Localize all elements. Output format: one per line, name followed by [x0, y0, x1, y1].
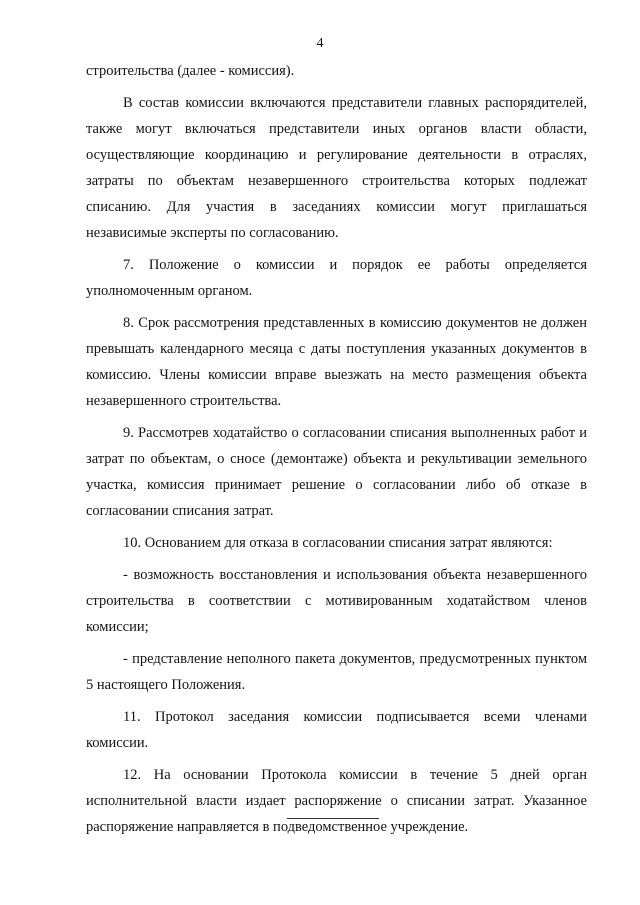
end-of-document-rule — [287, 818, 379, 819]
paragraph-item-12: 12. На основании Протокола комиссии в течение 5 дней орган исполнительной власти издает распоряжение о списании затрат. Указанное распоряжение направляется в подведомственное учреждение. — [86, 767, 587, 835]
paragraph-item-9: 9. Рассмотрев ходатайство о согласовании списания выполненных работ и затрат по объектам, о сносе (демонтаже) объекта и рекультивации земельного участка, комиссия принимает решение о согласовании либо об отказе в согласовании списания затрат. — [86, 425, 587, 519]
document-body — [86, 58, 587, 846]
paragraph-item-8: 8. Срок рассмотрения представленных в комиссию документов не должен превышать календарного месяца с даты поступления указанных документов в комиссию. Члены комиссии вправе выезжать на место размещения объекта незавершенного строительства. — [86, 315, 587, 409]
paragraph-item-11: 11. Протокол заседания комиссии подписывается всеми членами комиссии. — [86, 709, 587, 751]
paragraph-item-10: 10. Основанием для отказа в согласовании списания затрат являются: — [123, 535, 553, 551]
paragraph-commission-composition: В состав комиссии включаются представители главных распорядителей, также могут включаться представители иных органов власти области, осуществляющие координацию и регулирование деятельности в отраслях, затраты по объектам незавершенного строительства которых подлежат списанию. Для участия в заседаниях комиссии могут приглашаться независимые эксперты по согласованию. — [86, 95, 587, 241]
page-number: 4 — [316, 36, 324, 51]
paragraph-item-10-reason-2: - представление неполного пакета документов, предусмотренных пунктом 5 настоящего Положения. — [86, 651, 587, 693]
paragraph-commission-continuation: строительства (далее - комиссия). — [86, 63, 295, 79]
paragraph-item-10-reason-1: - возможность восстановления и использования объекта незавершенного строительства в соответствии с мотивированным ходатайством членов комиссии; — [86, 567, 587, 635]
paragraph-item-7: 7. Положение о комиссии и порядок ее работы определяется уполномоченным органом. — [86, 257, 587, 299]
